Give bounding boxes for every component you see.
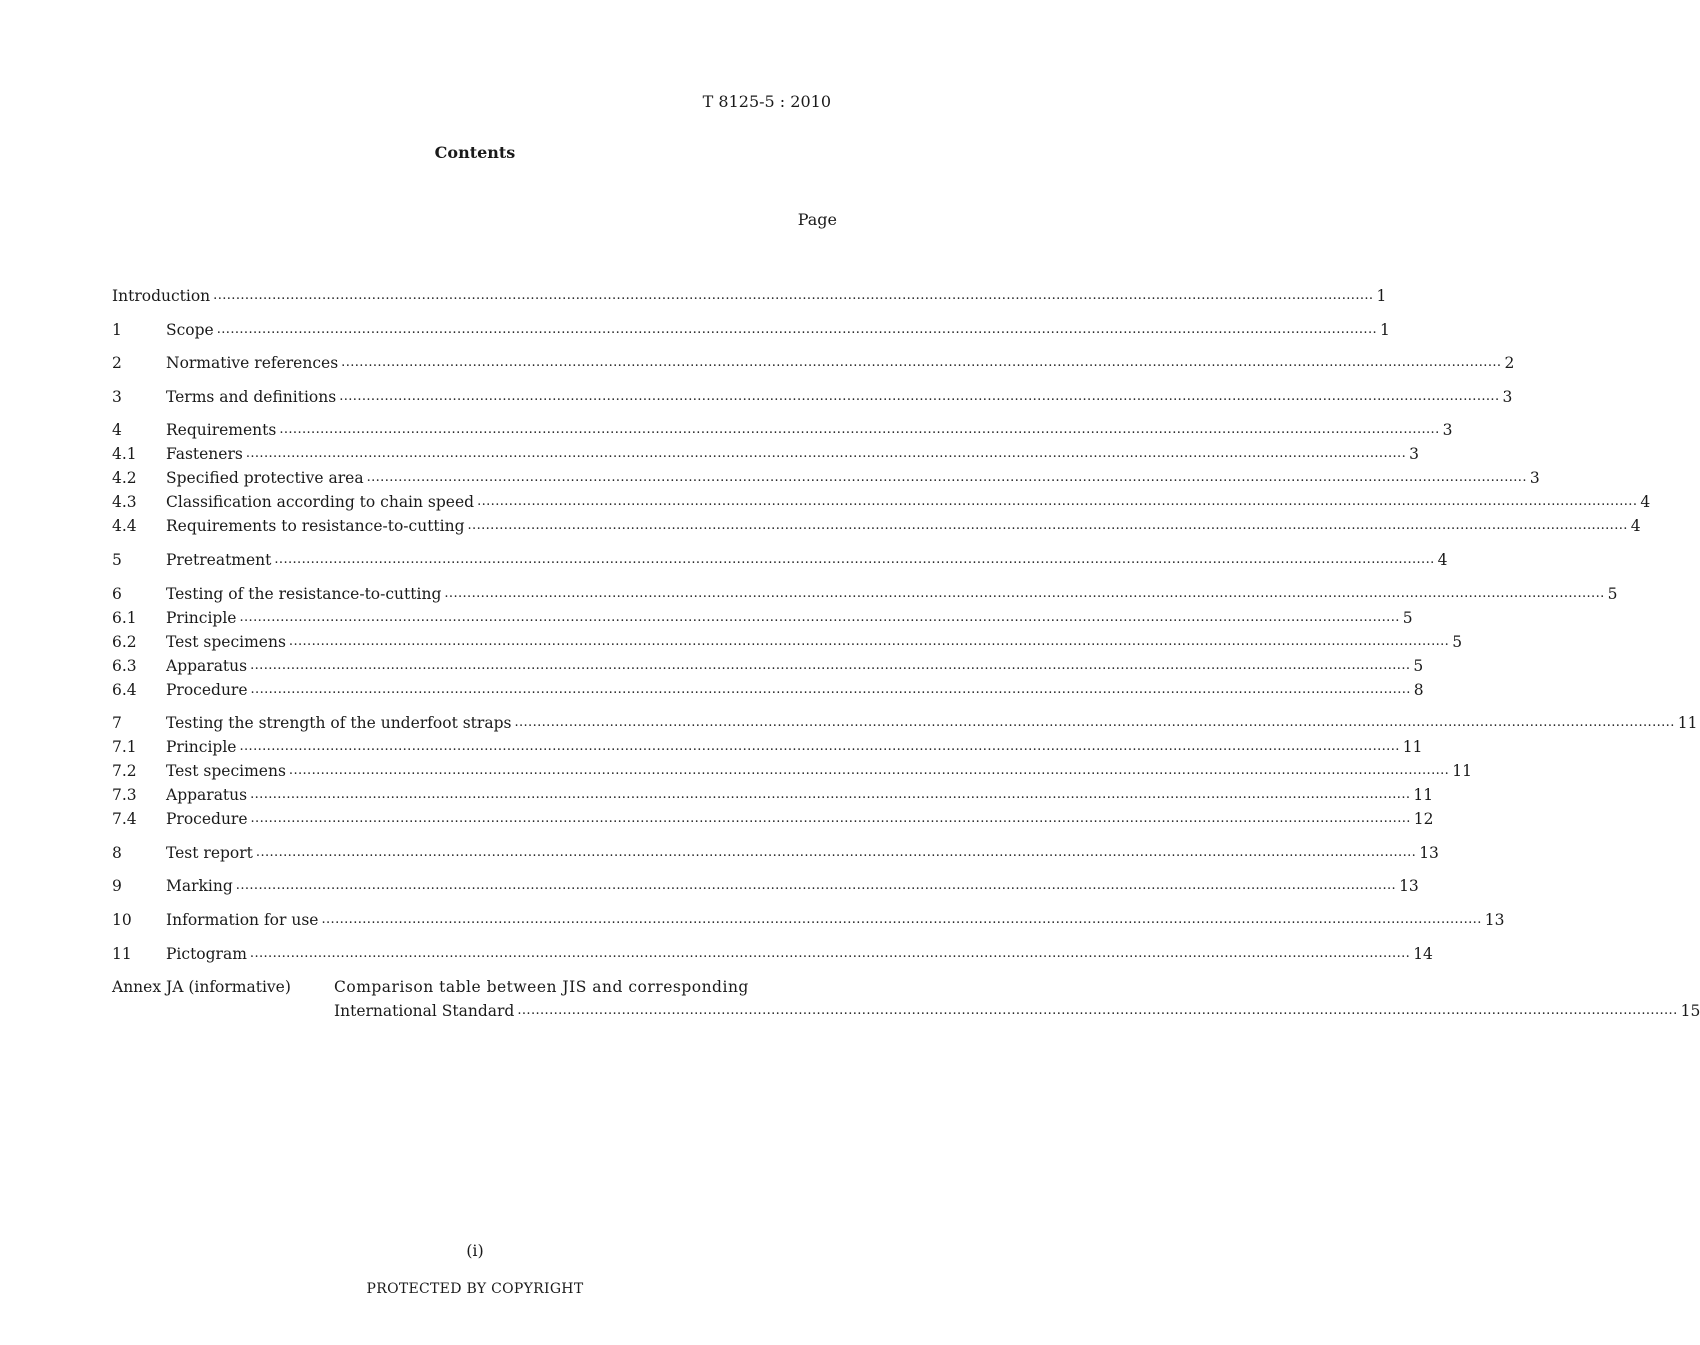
toc-entry[interactable] [112,418,1453,442]
toc-entry-title: Test specimens [166,762,286,781]
toc-entry[interactable] [112,942,1433,966]
toc-entry-number: 4.2 [112,469,137,488]
toc-entry-number: 4.3 [112,493,137,512]
toc-entry-page: 3 [1442,421,1453,440]
toc-entry-page: 1 [1376,287,1387,305]
leader-dots [250,783,1410,807]
leader-dots [274,548,1434,572]
toc-entry-title: Scope [166,320,214,339]
toc-entry-title: Marking [166,877,233,896]
toc-entry-title: Specified protective area [166,469,364,488]
toc-entry-page: 2 [1504,354,1515,373]
leader-dots [341,351,1501,375]
annex-label: Annex JA (informative) [112,978,291,997]
toc-entry-number: 7.3 [112,786,137,805]
toc-entry[interactable] [112,442,1419,466]
toc-entry-title: Requirements [166,421,277,440]
toc-entry-page: 14 [1413,944,1433,963]
toc-entry-title: Introduction [112,287,211,305]
toc-entry-title: Procedure [166,680,248,699]
toc-entry[interactable] [112,582,1618,606]
toc-entry-page: 11 [1402,738,1423,757]
leader-dots [213,284,1373,308]
leader-dots [256,841,1416,865]
toc-entry-title: Testing of the resistance-to-cutting [166,584,442,603]
toc-entry-title: Pictogram [166,944,247,963]
toc-entry-title: Pretreatment [166,550,272,569]
toc-entry-number: 7.2 [112,762,137,781]
toc-entry[interactable] [112,490,1651,514]
toc-entry-title: Requirements to resistance-to-cutting [166,517,465,536]
toc-entry-number: 10 [112,910,132,929]
toc-entry[interactable] [112,385,1513,409]
leader-dots [339,385,1499,409]
page-folio: (i) [466,1241,484,1260]
toc-entry-page: 4 [1437,550,1448,569]
toc-entry-page: 12 [1413,810,1434,829]
toc-entry-page: 11 [1677,714,1698,733]
toc-entry-page: 3 [1502,387,1513,406]
toc-entry-number: 11 [112,944,132,963]
toc-entry-title: Test report [166,843,253,862]
toc-entry-title: Procedure [166,810,248,829]
page-title: Contents [434,143,516,162]
toc-entry-number: 7 [112,714,122,733]
toc-entry-number: 4.4 [112,517,137,536]
toc-entry-title: Terms and definitions [166,387,337,406]
leader-dots [239,735,1399,759]
toc-entry-title: Test specimens [166,632,286,651]
toc-entry-page: 3 [1529,469,1540,488]
toc-entry[interactable] [112,807,1434,831]
toc-entry-page: 5 [1607,584,1618,603]
leader-dots [289,759,1449,783]
toc-entry-page: 13 [1484,910,1505,929]
toc-entry-title: Classification according to chain speed [166,493,475,512]
toc-entry-title: Normative references [166,354,339,373]
leader-dots [246,442,1406,466]
annex-title-line1: Comparison table between JIS and corresponding [334,978,749,997]
annex-title-line2: International Standard [334,1002,515,1021]
toc-entry-number: 4.1 [112,445,137,464]
toc-entry-number: 6 [112,584,122,603]
leader-dots [514,711,1674,735]
toc-entry-number: 7.4 [112,810,137,829]
toc-entry-page: 11 [1452,762,1472,781]
leader-dots [321,908,1481,932]
leader-dots [517,999,1677,1023]
toc-entry[interactable] [112,711,1698,735]
toc-entry[interactable] [112,606,1413,630]
toc-entry-title: Information for use [166,910,319,929]
toc-entry-title: Apparatus [166,786,248,805]
toc-entry-number: 8 [112,843,122,862]
toc-entry-page: 4 [1640,493,1651,512]
toc-entry-page: 5 [1402,608,1413,627]
toc-entry-page: 13 [1419,843,1439,862]
leader-dots [251,678,1411,702]
toc-entry-number: 5 [112,550,122,569]
toc-entry-page: 5 [1413,656,1424,675]
leader-dots [217,318,1377,342]
toc-entry-title: Principle [166,608,237,627]
toc-entry-page: 13 [1399,877,1419,896]
toc-entry[interactable] [112,908,1505,932]
leader-dots [239,606,1399,630]
leader-dots [367,466,1527,490]
toc-entry[interactable] [112,466,1540,490]
table-of-contents [112,284,1700,1023]
leader-dots [236,874,1396,898]
toc-entry-page: 11 [1413,786,1434,805]
toc-entry[interactable] [112,841,1439,865]
toc-entry-title: Fasteners [166,445,243,464]
toc-entry-number: 4 [112,421,122,440]
leader-dots [289,630,1449,654]
toc-entry-annex-ja[interactable] [112,975,1700,1023]
leader-dots [444,582,1604,606]
toc-entry-number: 9 [112,877,122,896]
toc-entry[interactable] [112,654,1424,678]
toc-entry[interactable] [112,630,1463,654]
toc-entry[interactable] [112,735,1423,759]
toc-entry-title: Testing the strength of the underfoot straps [166,714,512,733]
leader-dots [279,418,1439,442]
toc-entry[interactable] [112,548,1448,572]
toc-entry-number: 1 [112,320,122,339]
toc-entry[interactable] [112,514,1641,538]
toc-entry-number: 7.1 [112,738,137,757]
toc-entry[interactable] [112,284,1387,308]
leader-dots [477,490,1637,514]
page-column-label: Page [797,210,837,229]
toc-entry[interactable] [112,351,1515,375]
toc-entry-title: Apparatus [166,656,248,675]
leader-dots [250,654,1410,678]
document-id: T 8125-5 : 2010 [702,92,831,111]
toc-entry-page: 1 [1380,320,1390,339]
toc-entry-number: 6.3 [112,656,137,675]
annex-page-number: 15 [1680,1002,1700,1021]
leader-dots [251,807,1411,831]
toc-entry-number: 3 [112,387,122,406]
toc-entry-page: 5 [1452,632,1463,651]
toc-entry-number: 6.1 [112,608,137,627]
toc-entry[interactable] [112,678,1424,702]
toc-entry-title: Principle [166,738,237,757]
toc-entry-number: 6.4 [112,680,137,699]
toc-entry[interactable] [112,874,1419,898]
toc-entry-page: 3 [1409,445,1419,464]
leader-dots [250,942,1410,966]
toc-entry-number: 2 [112,354,122,373]
toc-entry-page: 8 [1413,680,1424,699]
leader-dots [468,514,1628,538]
toc-entry-page: 4 [1630,517,1641,536]
toc-entry[interactable] [112,759,1472,783]
toc-entry-number: 6.2 [112,632,137,651]
toc-entry[interactable] [112,318,1390,342]
copyright-notice: PROTECTED BY COPYRIGHT [366,1281,584,1297]
toc-entry[interactable] [112,783,1434,807]
